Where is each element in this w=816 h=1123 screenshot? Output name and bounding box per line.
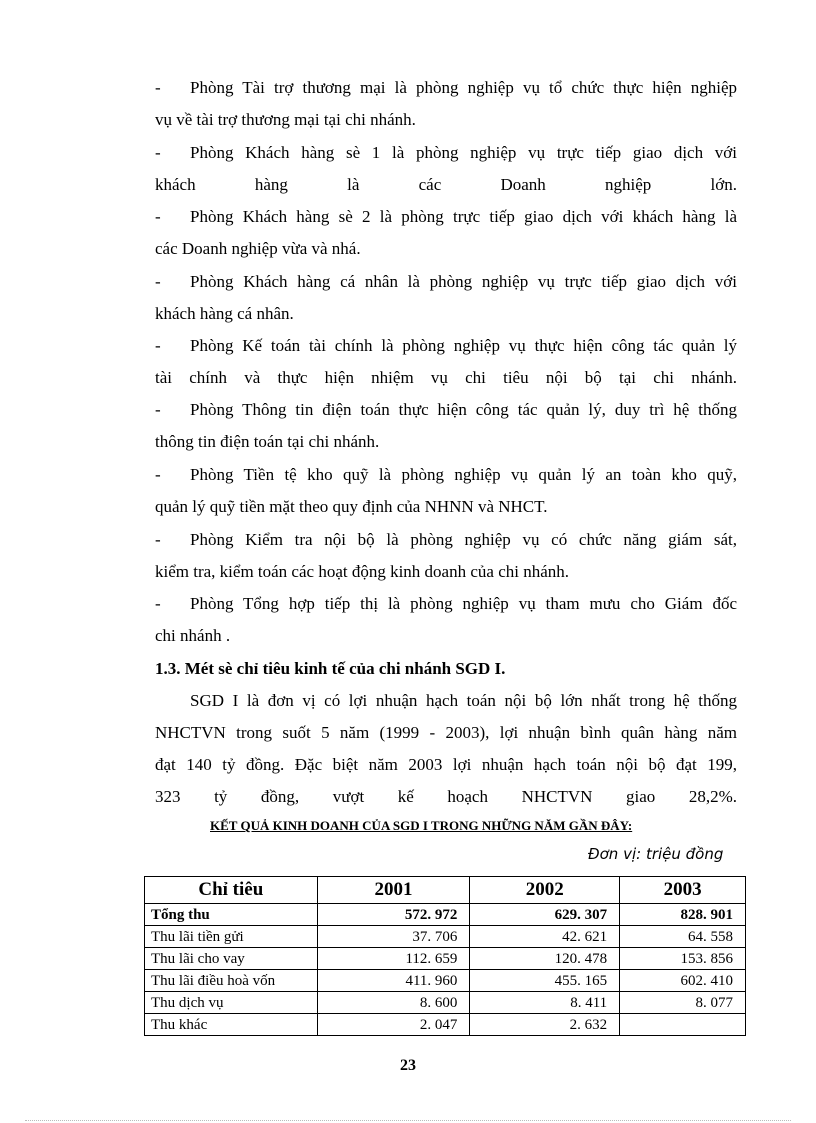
- paragraph-line: Phòng Tổng hợp tiếp thị là phòng nghiệp vụ tham mưu cho Giám đốc: [190, 594, 737, 613]
- section-heading: 1.3. Mét sè chỉ tiêu kinh tế của chi nhánh SGD I.: [155, 659, 506, 678]
- section-body-line: 323 tỷ đồng, vượt kế hoạch NHCTVN giao 28,2%.: [155, 787, 737, 806]
- table-header-cell: 2001: [317, 877, 470, 904]
- paragraph-line: Phòng Kiểm tra nội bộ là phòng nghiệp vụ có chức năng giám sát,: [190, 530, 737, 549]
- table-cell: 112. 659: [317, 948, 470, 970]
- paragraph-line: quản lý quỹ tiền mặt theo quy định của NHNN và NHCT.: [155, 497, 548, 516]
- table-row: [145, 970, 746, 992]
- bullet-dash: -: [155, 143, 161, 162]
- paragraph-line: Phòng Khách hàng sè 2 là phòng trực tiếp giao dịch với khách hàng là: [190, 207, 737, 226]
- table-title: KẾT QUẢ KINH DOANH CỦA SGD I TRONG NHỮNG NĂM GẦN ĐÂY:: [210, 818, 633, 833]
- bullet-dash: -: [155, 400, 161, 419]
- table-cell: 455. 165: [470, 970, 620, 992]
- table-cell: Thu dịch vụ: [145, 992, 318, 1014]
- bullet-dash: -: [155, 530, 161, 549]
- paragraph-line: Phòng Tiền tệ kho quỹ là phòng nghiệp vụ quản lý an toàn kho quỹ,: [190, 465, 737, 484]
- table-header-cell: 2003: [620, 877, 746, 904]
- table-row: [145, 948, 746, 970]
- table-cell: 8. 077: [620, 992, 746, 1014]
- table-cell: 2. 047: [317, 1014, 470, 1036]
- paragraph-line: khách hàng là các Doanh nghiệp lớn.: [155, 175, 737, 194]
- bullet-dash: -: [155, 594, 161, 613]
- table-cell: Tổng thu: [145, 904, 318, 926]
- paragraph-line: vụ về tài trợ thương mại tại chi nhánh.: [155, 110, 416, 129]
- table-cell: 602. 410: [620, 970, 746, 992]
- table-cell: Thu lãi cho vay: [145, 948, 318, 970]
- bullet-dash: -: [155, 465, 161, 484]
- bullet-dash: -: [155, 78, 161, 97]
- paragraph-line: Phòng Thông tin điện toán thực hiện công tác quản lý, duy trì hệ thống: [190, 400, 737, 419]
- paragraph-line: kiểm tra, kiểm toán các hoạt động kinh doanh của chi nhánh.: [155, 562, 570, 581]
- table-cell: 42. 621: [470, 926, 620, 948]
- paragraph-line: khách hàng cá nhân.: [155, 304, 294, 323]
- paragraph-line: chi nhánh .: [155, 626, 231, 645]
- table-cell: 120. 478: [470, 948, 620, 970]
- table-row: [145, 904, 746, 926]
- table-cell: 411. 960: [317, 970, 470, 992]
- table-header-cell: Chỉ tiêu: [145, 877, 318, 904]
- bullet-dash: -: [155, 272, 161, 291]
- paragraph-line: Phòng Tài trợ thương mại là phòng nghiệp vụ tổ chức thực hiện nghiệp: [190, 78, 737, 97]
- results-table: [144, 876, 746, 1036]
- table-cell: 828. 901: [620, 904, 746, 926]
- page-number: 23: [400, 1057, 416, 1074]
- section-body-line: SGD I là đơn vị có lợi nhuận hạch toán nội bộ lớn nhất trong hệ thống: [190, 691, 737, 710]
- table-header-row: [145, 877, 746, 904]
- table-cell: 8. 411: [470, 992, 620, 1014]
- paragraph-line: tài chính và thực hiện nhiệm vụ chi tiêu nội bộ tại chi nhánh.: [155, 368, 737, 387]
- footer-divider: [25, 1120, 791, 1121]
- bullet-dash: -: [155, 207, 161, 226]
- table-header-cell: 2002: [470, 877, 620, 904]
- paragraph-line: Phòng Kế toán tài chính là phòng nghiệp vụ thực hiện công tác quản lý: [190, 336, 737, 355]
- table-cell: 37. 706: [317, 926, 470, 948]
- table-unit: Đơn vị: triệu đồng: [588, 845, 724, 863]
- paragraph-line: thông tin điện toán tại chi nhánh.: [155, 432, 380, 451]
- table-cell: [620, 1014, 746, 1036]
- table-cell: 153. 856: [620, 948, 746, 970]
- paragraph-line: Phòng Khách hàng cá nhân là phòng nghiệp vụ trực tiếp giao dịch với: [190, 272, 737, 291]
- section-body-line: đạt 140 tỷ đồng. Đặc biệt năm 2003 lợi nhuận hạch toán nội bộ đạt 199,: [155, 755, 737, 774]
- table-cell: Thu lãi tiền gửi: [145, 926, 318, 948]
- table-row: [145, 1014, 746, 1036]
- table-cell: 629. 307: [470, 904, 620, 926]
- paragraph-line: các Doanh nghiệp vừa và nhá.: [155, 239, 361, 258]
- bullet-dash: -: [155, 336, 161, 355]
- table-cell: 64. 558: [620, 926, 746, 948]
- table-cell: Thu lãi điều hoà vốn: [145, 970, 318, 992]
- table-cell: 2. 632: [470, 1014, 620, 1036]
- table-cell: 8. 600: [317, 992, 470, 1014]
- table-row: [145, 992, 746, 1014]
- table-cell: 572. 972: [317, 904, 470, 926]
- table-cell: Thu khác: [145, 1014, 318, 1036]
- section-body-line: NHCTVN trong suốt 5 năm (1999 - 2003), lợi nhuận bình quân hàng năm: [155, 723, 737, 742]
- paragraph-line: Phòng Khách hàng sè 1 là phòng nghiệp vụ trực tiếp giao dịch với: [190, 143, 737, 162]
- table-row: [145, 926, 746, 948]
